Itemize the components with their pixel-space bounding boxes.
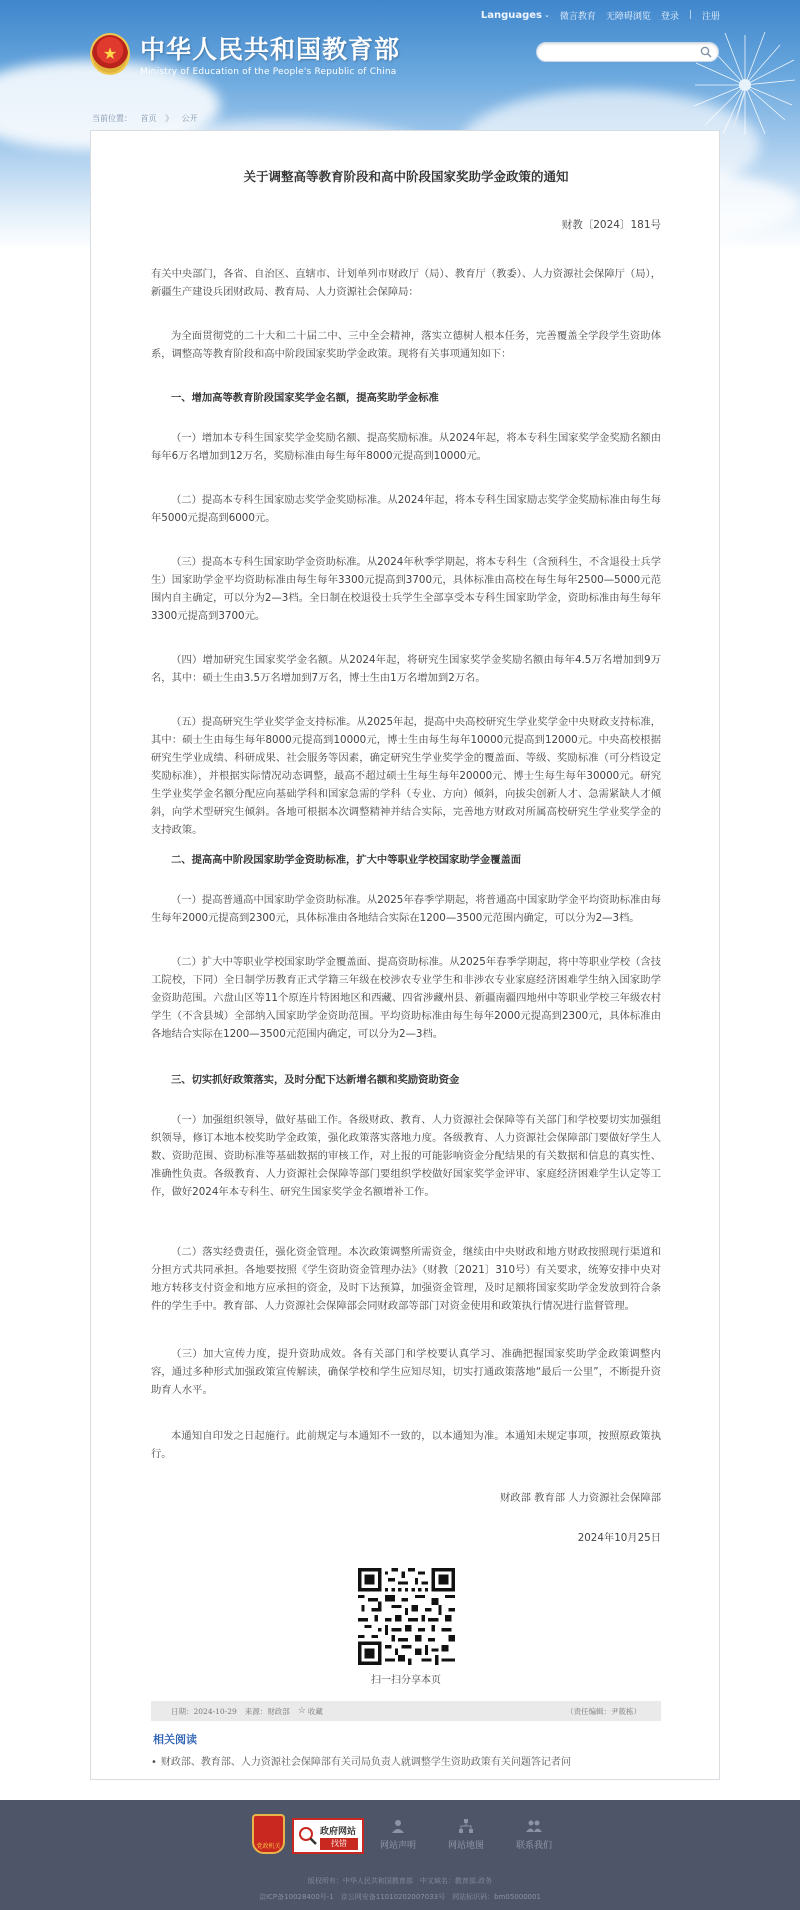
- footer-link-sitemap[interactable]: [436, 1818, 496, 1851]
- top-link-separator: |: [688, 10, 692, 20]
- related-link[interactable]: • 财政部、教育部、人力资源社会保障部有关司局负责人就调整学生资助政策有关问题答记者问: [151, 1753, 571, 1768]
- paragraph-3-3: （三）加大宣传力度，提升资助成效。各有关部门和学校要认真学习、准确把握国家奖助学金政策调整内容，通过多种形式加强政策宣传解读，确保学校和学生应知尽知，切实打通政策落地“最后一公里”，不断提升资助育人水平。: [151, 1348, 661, 1396]
- closing-paragraph: 本通知自印发之日起施行。此前规定与本通知不一致的，以本通知为准。本通知未规定事项，按照原政策执行。: [151, 1430, 661, 1460]
- paragraph-1-2: （二）提高本专科生国家励志奖学金奖励标准。从2024年起，将本专科生国家励志奖学金奖励标准由每生每年5000元提高到6000元。: [151, 494, 661, 524]
- page-title: 关于调整高等教育阶段和高中阶段国家奖助学金政策的通知: [243, 169, 569, 184]
- info-date: 日期：2024-10-29: [171, 1706, 237, 1716]
- paragraph-3-1: （一）加强组织领导，做好基础工作。各级财政、教育、人力资源社会保障等有关部门和学校要切实加强组织领导，修订本地本校奖助学金政策，强化政策落实落地力度。各级教育、人力资源社会保障部门要做好学生人数、资助范围、资助标准等基础数据的审核工作，对上报的可能影响资金分配结果的有关数据和信息的真实性、准确性负责。各级教育、人力资源社会保障等部门要组织学校做好国家奖学金评审、家庭经济困难学生认定等工作，做好2024年本专科生、研究生国家奖学金名额增补工作。: [151, 1114, 661, 1198]
- footer-link-statement[interactable]: [368, 1818, 428, 1851]
- site-name-cn: 中华人民共和国教育部: [140, 35, 401, 64]
- national-emblem-icon: ★: [90, 33, 130, 75]
- breadcrumb: [92, 113, 204, 124]
- section-heading-1: 一、增加高等教育阶段国家奖学金名额，提高奖助学金标准: [171, 392, 439, 404]
- qr-code-icon: [358, 1568, 455, 1665]
- footer-link-sitemap-label: 网站地图: [447, 1841, 484, 1851]
- search-icon[interactable]: [700, 46, 712, 58]
- top-link-register[interactable]: 注册: [701, 11, 720, 22]
- site-logo[interactable]: [90, 30, 400, 77]
- footer: [0, 1800, 800, 1910]
- footer-icp: 京ICP备10028400号-1 京公网安备11010202007033号 网站标识码：bm05000001: [258, 1893, 542, 1901]
- signer: 财政部 教育部 人力资源社会保障部: [500, 1492, 661, 1504]
- publish-date: 2024年10月25日: [577, 1532, 661, 1544]
- section-heading-2: 二、提高高中阶段国家助学金资助标准，扩大中等职业学校国家助学金覆盖面: [171, 854, 522, 866]
- gov-badge-subtitle: 找错: [320, 1838, 358, 1850]
- footer-copyright: 版权所有：中华人民共和国教育部 中文域名：教育部.政务: [307, 1877, 493, 1885]
- star-icon[interactable]: ☆: [297, 1706, 306, 1716]
- breadcrumb-public[interactable]: 公开: [181, 114, 198, 123]
- recipients-paragraph: 有关中央部门，各省、自治区、直辖市、计划单列市财政厅（局）、教育厅（教委）、人力资源社会保障厅（局），新疆生产建设兵团财政局、教育局、人力资源社会保障局：: [151, 268, 661, 298]
- gov-site-error-badge[interactable]: [292, 1818, 364, 1854]
- paragraph-1-1: （一）增加本专科生国家奖学金奖励名额、提高奖励标准。从2024年起，将本专科生国家奖学金奖励名额由每年6万名增加到12万名，奖励标准由每生每年8000元提高到10000元。: [151, 432, 661, 462]
- search-input[interactable]: [547, 47, 697, 65]
- chevron-down-icon: ⌄: [544, 11, 550, 19]
- info-editor: （责任编辑：尹筱栋）: [566, 1706, 641, 1716]
- breadcrumb-home[interactable]: 首页: [140, 114, 157, 123]
- paragraph-2-1: （一）提高普通高中国家助学金资助标准。从2025年春季学期起，将普通高中国家助学金平均资助标准由每生每年2000元提高到2300元，具体标准由各地结合实际在1200—3500元范围内确定，可以分为2—3档。: [151, 894, 661, 924]
- related-reading-heading: 相关阅读: [153, 1733, 197, 1746]
- badge-red-label: 党政机关: [256, 1843, 281, 1850]
- search-box: [536, 42, 719, 62]
- paragraph-1-5: （五）提高研究生学业奖学金支持标准。从2025年起，提高中央高校研究生学业奖学金中央财政支持标准，其中：硕士生由每生每年8000元提高到10000元，博士生由每生每年10000元提高到12000元。中央高校根据研究生学业成绩、科研成果、社会服务等因素，确定研究生学业奖学金的覆盖面、等级、奖励标准（可分档设定奖励标准），并根据实际情况动态调整，最高不超过硕士生每生每年20000元、博士生每生每年30000元。研究生学业奖学金名额分配应向基础学科和国家急需的学科（专业、方向）倾斜，向拔尖创新人才、急需紧缺人才倾斜，向学术型研究生倾斜。各地可根据本次调整精神并结合实际，完善地方财政对所属高校研究生学业奖学金的支持政策。: [151, 716, 661, 836]
- contacts-icon: [526, 1818, 542, 1834]
- sitemap-icon: [458, 1818, 474, 1834]
- gov-badge-title: 政府网站: [320, 1827, 357, 1837]
- party-gov-badge[interactable]: [252, 1814, 285, 1854]
- breadcrumb-label: 当前位置：: [92, 114, 132, 123]
- favorite-button[interactable]: 收藏: [307, 1706, 323, 1716]
- info-source: 来源：财政部: [244, 1706, 290, 1716]
- paragraph-2-2: （二）扩大中等职业学校国家助学金覆盖面、提高资助标准。从2025年春季学期起，将中等职业学校（含技工院校，下同）全日制学历教育正式学籍三年级在校涉农专业学生和非涉农专业家庭经济困难学生纳入国家助学金资助范围。六盘山区等11个原连片特困地区和西藏、四省涉藏州县、新疆南疆四地州中等职业学校三年级农村学生（不含县城）全部纳入国家助学金资助范围。平均资助标准由每生每年2000元提高到2300元，具体标准由各地结合实际在1200—3500元范围内确定，可以分为2—3档。: [151, 956, 661, 1040]
- paragraph-3-2: （二）落实经费责任，强化资金管理。本次政策调整所需资金，继续由中央财政和地方财政按照现行渠道和分担方式共同承担。各地要按照《学生资助资金管理办法》（财教〔2021〕310号）有关要求，统筹安排中央对地方转移支付资金和地方应承担的资金，及时下达预算，加强资金管理，及时足额将国家奖助学金发放到符合条件的学生手中。教育部、人力资源社会保障部会同财政部等部门对资金使用和政策执行情况进行监督管理。: [151, 1246, 661, 1312]
- person-icon: [390, 1818, 406, 1834]
- section-heading-3: 三、切实抓好政策落实，及时分配下达新增名额和奖励资助资金: [171, 1074, 460, 1086]
- qr-caption: 扫一扫分享本页: [371, 1675, 441, 1686]
- top-link-accessibility[interactable]: 无障碍浏览: [605, 11, 651, 22]
- document-number: 财教〔2024〕181号: [561, 219, 661, 231]
- article-info-bar: [151, 1701, 661, 1721]
- paragraph-1-3: （三）提高本专科生国家助学金资助标准。从2024年秋季学期起，将本专科生（含预科生，不含退役士兵学生）国家助学金平均资助标准由每生每年3300元提高到3700元，具体标准由高校在每生每年2500—5000元范围内自主确定，可以分为2—3档。全日制在校退役士兵学生全部享受本专科生国家助学金，资助标准由每生每年3300元提高到3700元。: [151, 556, 661, 622]
- footer-link-contact-label: 联系我们: [515, 1841, 552, 1851]
- breadcrumb-separator: 》: [165, 114, 174, 123]
- site-name-en: Ministry of Education of the People's Republic of China: [140, 67, 397, 77]
- footer-link-contact[interactable]: [504, 1818, 564, 1851]
- top-link-login[interactable]: 登录: [660, 11, 679, 22]
- intro-paragraph: 为全面贯彻党的二十大和二十届二中、三中全会精神，落实立德树人根本任务，完善覆盖全学段学生资助体系，调整高等教育阶段和高中阶段国家奖助学金政策。现将有关事项通知如下：: [151, 330, 661, 360]
- footer-link-statement-label: 网站声明: [379, 1841, 416, 1851]
- top-link-weiyan[interactable]: 微言教育: [559, 11, 596, 22]
- languages-menu[interactable]: Languages: [480, 9, 543, 21]
- top-navigation: [481, 6, 720, 24]
- article-container: [90, 130, 720, 1780]
- paragraph-1-4: （四）增加研究生国家奖学金名额。从2024年起，将研究生国家奖学金奖励名额由每年4.5万名增加到9万名，其中：硕士生由3.5万名增加到7万名，博士生由1万名增加到2万名。: [151, 654, 661, 684]
- magnifier-icon: [298, 1826, 318, 1846]
